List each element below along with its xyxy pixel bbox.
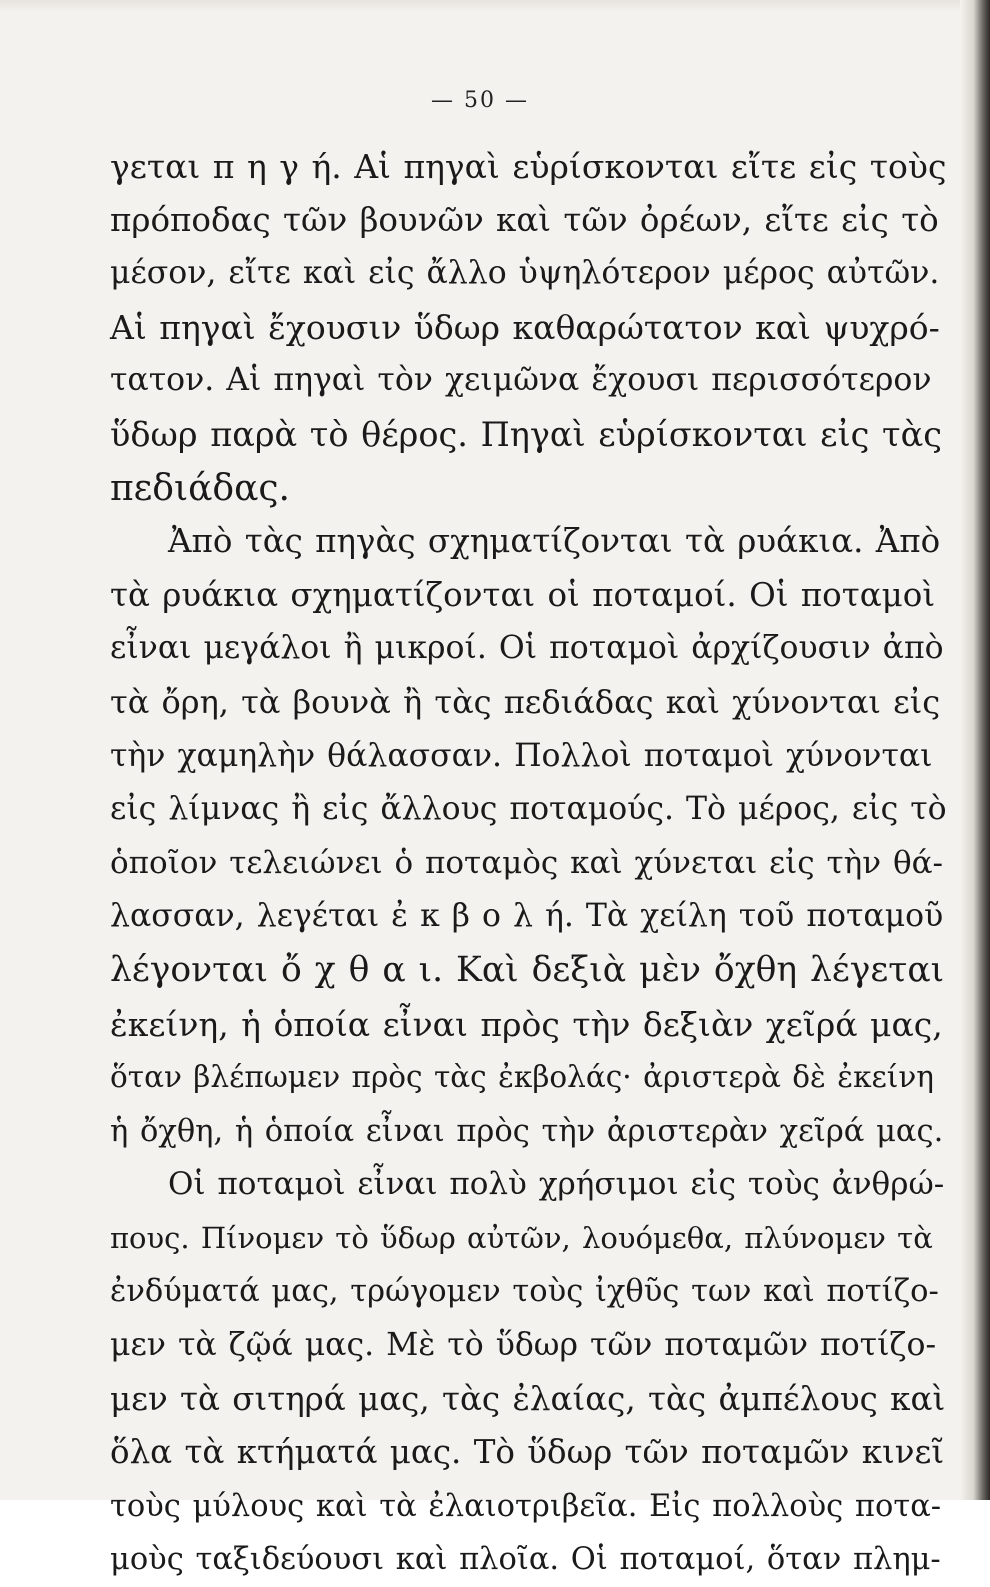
paragraph-rivers bbox=[110, 515, 947, 1158]
text-line: μεν τὰ σιτηρά μας, τὰς ἐλαίας, τὰς ἀμπέλους καὶ bbox=[110, 1379, 946, 1418]
text-line: Οἱ ποταμοὶ εἶναι πολὺ χρήσιμοι εἰς τοὺς ἀνθρώ- bbox=[168, 1166, 945, 1203]
paragraph-springs bbox=[110, 140, 947, 515]
paragraph-river-uses bbox=[110, 1158, 946, 1587]
text-line: μεν τὰ ζῷά μας. Μὲ τὸ ὕδωρ τῶν ποταμῶν ποτίζο- bbox=[110, 1327, 937, 1364]
text-line: ὅταν βλέπωμεν πρὸς τὰς ἐκβολάς· ἀριστερὰ δὲ ἐκείνη bbox=[110, 1060, 934, 1095]
text-line: λέγονται ὄ χ θ α ι. Καὶ δεξιὰ μὲν ὄχθη λέγεται bbox=[110, 949, 945, 990]
text-line: ἡ ὄχθη, ἡ ὁποία εἶναι πρὸς τὴν ἀριστερὰν χεῖρά μας. bbox=[110, 1113, 944, 1149]
text-line: ἐνδύματά μας, τρώγομεν τοὺς ἰχθῦς των καὶ ποτίζο- bbox=[110, 1274, 939, 1310]
text-line: τὰ ὄρη, τὰ βουνὰ ἢ τὰς πεδιάδας καὶ χύνονται εἰς bbox=[110, 682, 941, 721]
text-line: πους. Πίνομεν τὸ ὕδωρ αὐτῶν, λουόμεθα, πλύνομεν τὰ bbox=[110, 1220, 933, 1255]
text-line: ὅλα τὰ κτήματά μας. Τὸ ὕδωρ τῶν ποταμῶν κινεῖ bbox=[110, 1433, 945, 1472]
text-line: εἰς λίμνας ἢ εἰς ἄλλους ποταμούς. Τὸ μέρος, εἰς τὸ bbox=[110, 791, 947, 828]
text-line: τὴν χαμηλὴν θάλασσαν. Πολλοὶ ποταμοὶ χύνονται bbox=[110, 737, 933, 774]
page-edge-shadow bbox=[960, 0, 990, 1500]
text-line: πεδιάδας. bbox=[110, 467, 290, 509]
text-line: λασσαν, λεγέται ἐ κ β ο λ ή. Τὰ χείλη τοῦ ποταμοῦ bbox=[110, 898, 944, 935]
page-number: — 50 — bbox=[431, 88, 529, 113]
text-line: γεται π η γ ή. Αἱ πηγαὶ εὑρίσκονται εἴτε εἰς τοὺς bbox=[110, 147, 947, 186]
text-line: ὁποῖον τελειώνει ὁ ποταμὸς καὶ χύνεται εἰς τὴν θά- bbox=[110, 844, 944, 881]
text-line: μέσον, εἴτε καὶ εἰς ἄλλο ὑψηλότερον μέρος αὐτῶν. bbox=[110, 255, 940, 292]
text-line: τατον. Αἱ πηγαὶ τὸν χειμῶνα ἔχουσι περισσότερον bbox=[110, 362, 932, 399]
text-line: μοὺς ταξιδεύουσι καὶ πλοῖα. Οἱ ποταμοί, ὅταν πλημ- bbox=[110, 1542, 941, 1578]
text-line: τὰ ρυάκια σχηματίζονται οἱ ποταμοί. Οἱ ποταμοὶ bbox=[110, 575, 936, 614]
text-line: ἐκείνη, ἡ ὁποία εἶναι πρὸς τὴν δεξιὰν χεῖρά μας, bbox=[110, 1004, 943, 1044]
text-line: Αἱ πηγαὶ ἔχουσιν ὕδωρ καθαρώτατον καὶ ψυχρό- bbox=[110, 307, 940, 347]
text-line: ὕδωρ παρὰ τὸ θέρος. Πηγαὶ εὑρίσκονται εἰς τὰς bbox=[110, 414, 942, 454]
body-text bbox=[110, 140, 947, 1587]
text-line: Ἀπὸ τὰς πηγὰς σχηματίζονται τὰ ρυάκια. Ἀπὸ bbox=[168, 522, 941, 561]
page-top-shading bbox=[0, 0, 990, 12]
text-line: τοὺς μύλους καὶ τὰ ἐλαιοτριβεῖα. Εἰς πολλοὺς ποτα- bbox=[110, 1488, 942, 1524]
text-line: εἶναι μεγάλοι ἢ μικροί. Οἱ ποταμοὶ ἀρχίζουσιν ἀπὸ bbox=[110, 630, 944, 667]
text-line: πρόποδας τῶν βουνῶν καὶ τῶν ὀρέων, εἴτε εἰς τὸ bbox=[110, 200, 939, 239]
